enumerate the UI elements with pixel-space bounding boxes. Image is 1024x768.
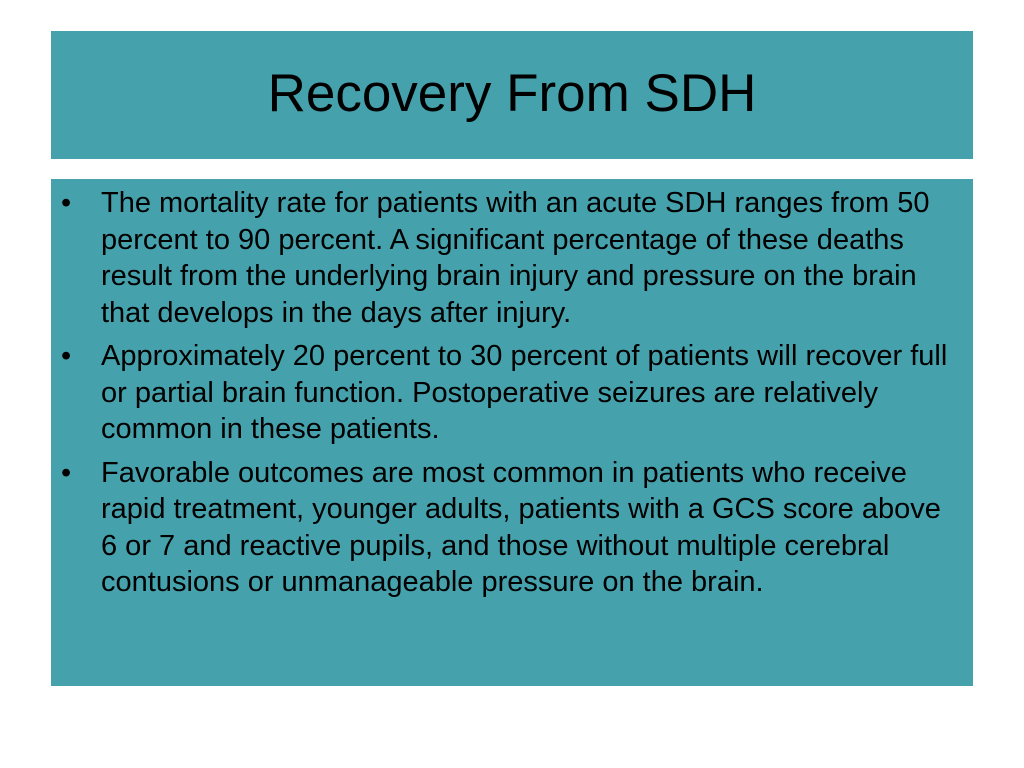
bullet-marker: • [61,340,72,372]
bullet-list [51,185,973,608]
slide-title: Recovery From SDH [267,63,757,123]
bullet-item [51,338,973,448]
bullet-item [51,185,973,331]
bullet-text: The mortality rate for patients with an acute SDH ranges from 50 percent to 90 percent. A significant percentage of these deaths result from the underlying brain injury and pressure on the brain that develops in the days after injury. [101,187,930,329]
bullet-text: Approximately 20 percent to 30 percent of patients will recover full or partial brain function. Postoperative seizures are relatively common in these patients. [101,340,948,445]
bullet-marker: • [61,187,72,219]
bullet-marker: • [61,456,72,489]
bullet-item [51,455,973,601]
title-box [51,31,973,159]
body-box [51,179,973,686]
bullet-text: Favorable outcomes are most common in patients who receive rapid treatment, younger adults, patients with a GCS score above 6 or 7 and reactive pupils, and those without multiple cerebral contusions or unmanageable pressure on the brain. [101,456,941,598]
